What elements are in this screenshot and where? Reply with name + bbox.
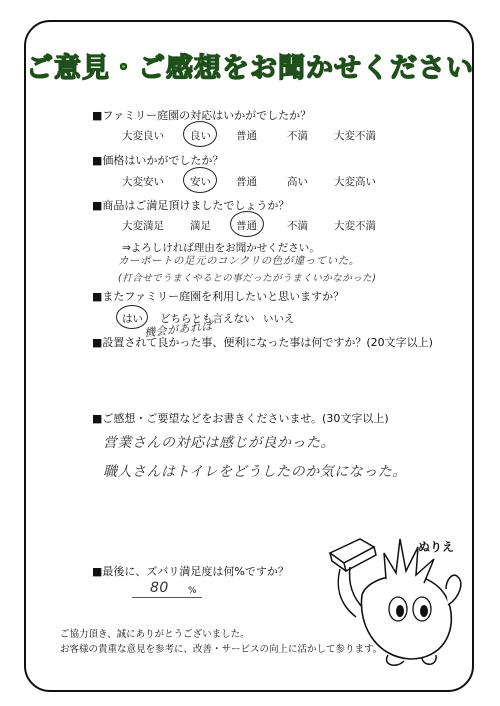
question-service: ■ファミリー庭園の対応はいかがでしたか？ <box>92 109 312 122</box>
handwritten-comment-line1: 営業さんの対応は感じが良かった。 <box>103 435 335 451</box>
option-very-expensive[interactable]: 大変高い <box>334 176 376 188</box>
option-unsatisfied[interactable]: 不満 <box>287 220 308 232</box>
option-normal[interactable]: 普通 <box>236 130 257 142</box>
option-satisfied[interactable]: 満足 <box>190 220 211 232</box>
option-unsatisfied[interactable]: 不満 <box>287 130 308 142</box>
option-cheap[interactable]: 安い <box>190 176 211 188</box>
option-yes[interactable]: はい <box>122 313 143 325</box>
selection-circle <box>183 121 217 147</box>
option-very-good[interactable]: 大変良い <box>122 130 164 142</box>
option-normal[interactable]: 普通 <box>236 176 257 188</box>
question-benefits: ■設置されて良かった事、便利になった事は何ですか？(20文字以上) <box>92 336 433 349</box>
question-comments: ■ご感想・ご要望などをお書きくださいませ。(30文字以上) <box>92 412 389 425</box>
option-good[interactable]: 良い <box>190 130 211 142</box>
handwritten-reuse-note: 機会があれば <box>143 319 214 340</box>
option-very-unsatisfied[interactable]: 大変不満 <box>334 130 376 142</box>
selection-circle <box>183 167 217 193</box>
option-neither[interactable]: どちらとも言えない <box>160 313 255 325</box>
footer-thanks: ご協力頂き、誠にありがとうございました。 <box>60 629 250 640</box>
handwritten-comment-line2: 職人さんはトイレをどうしたのか気になった。 <box>103 464 407 480</box>
handwritten-satisfaction-value: 80 <box>150 580 169 596</box>
option-very-satisfied[interactable]: 大変満足 <box>122 220 164 232</box>
percent-unit: % <box>188 586 197 596</box>
option-very-unsatisfied[interactable]: 大変不満 <box>334 220 376 232</box>
survey-title: ご意見・ご感想をお聞かせください <box>26 53 474 84</box>
footer-message: お客様の貴重な意見を参考に、改善・サービスの向上に活かして参ります。 <box>60 644 383 655</box>
question-satisfaction: ■最後に、ズバリ満足度は何%ですか？ <box>92 565 289 578</box>
question-price: ■価格はいかがでしたか？ <box>92 154 224 167</box>
question-reuse: ■またファミリー庭園を利用したいと思いますか？ <box>92 290 345 303</box>
option-no[interactable]: いいえ <box>263 313 295 325</box>
selection-circle <box>230 211 264 237</box>
mascot-illustration <box>318 525 478 675</box>
answer-underline <box>132 597 202 598</box>
coloring-label: ぬりえ <box>418 540 455 554</box>
handwritten-reason-line2: (打合せでうまくやるとの事だったがうまくいかなかった) <box>118 273 377 284</box>
handwritten-reason-line1: カーポートの足元のコンクリの色が違っていた。 <box>118 255 360 267</box>
question-product: ■商品はご満足頂けましたでしょうか？ <box>92 199 290 212</box>
reason-prompt: ⇒よろしければ理由をお聞かせください。 <box>122 242 320 254</box>
option-normal[interactable]: 普通 <box>236 220 257 232</box>
option-very-cheap[interactable]: 大変安い <box>122 176 164 188</box>
option-expensive[interactable]: 高い <box>287 176 308 188</box>
